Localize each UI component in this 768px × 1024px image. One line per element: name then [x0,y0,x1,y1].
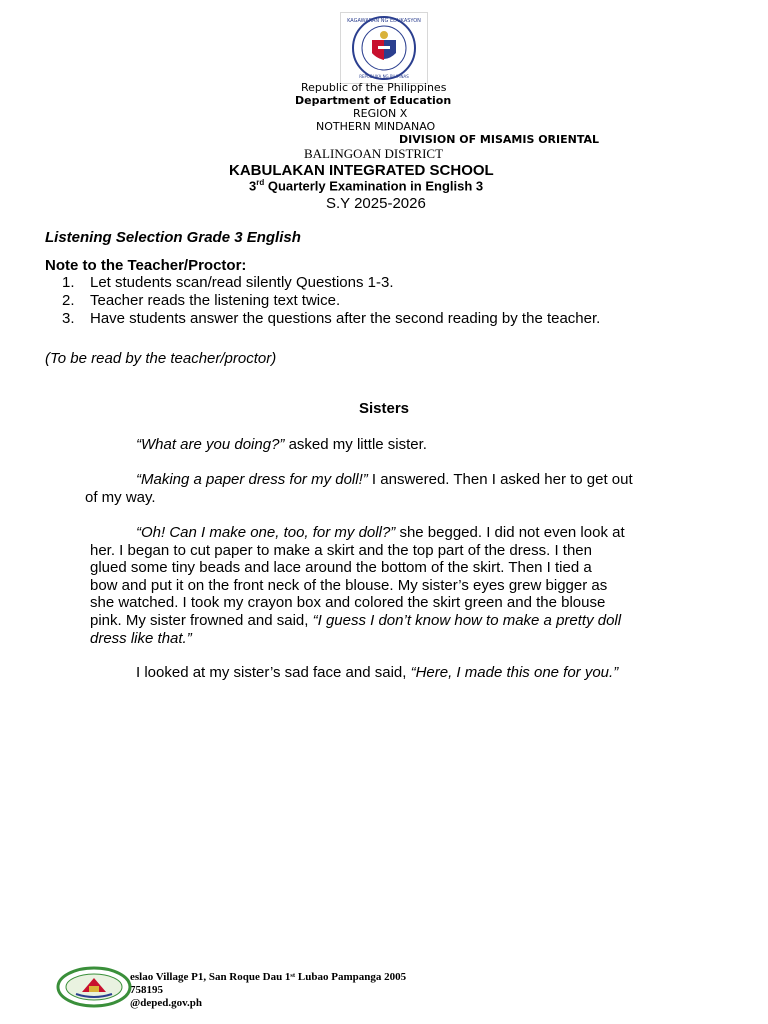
narration-text: bow and put it on the front neck of the blouse. My sister’s eyes grew bigger as [90,576,608,594]
dialogue-quote: “Here, I made this one for you.” [410,664,619,681]
narration-text: I answered. Then I asked her to get out [367,471,633,488]
republic-label: Republic of the Philippines [301,81,447,94]
footer-address: eslao Village P1, San Roque Dau 1ˢᵗ Lubao Pampanga 2005 [130,971,407,983]
narration-text: she begged. I did not even look at [395,524,625,541]
note-list [62,274,600,328]
note-item-text: Teacher reads the listening text twice. [90,292,341,309]
deped-seal-icon [341,13,427,83]
narration-text: of my way. [85,488,156,506]
school-year: S.Y 2025-2026 [326,195,426,212]
selection-title: Listening Selection Grade 3 English [45,229,301,246]
dialogue-quote: “I guess I don’t know how to make a pretty doll [312,611,622,629]
narration-text: asked my little sister. [284,436,427,453]
note-item-text: Have students answer the questions after the second reading by the teacher. [90,310,601,327]
note-title: Note to the Teacher/Proctor: [45,257,247,274]
deped-seal [340,12,428,84]
narration-text: her. I began to cut paper to make a skirt and the top part of the dress. I then [90,541,592,559]
story-paragraph-2 [85,471,718,506]
note-item-number: 2. [62,292,75,309]
exam-title [249,178,483,193]
dialogue-quote: “Oh! Can I make one, too, for my doll?” [136,524,396,541]
school-name: KABULAKAN INTEGRATED SCHOOL [229,162,494,179]
narration-text: I looked at my sister’s sad face and said, [136,664,411,681]
narration-text: pink. My sister frowned and said, [90,611,313,629]
exam-title-rest: Quarterly Examination in English 3 [264,178,484,194]
exam-ordinal: rd [256,178,265,187]
region-label: REGION X [353,107,408,120]
division-label: DIVISION OF MISAMIS ORIENTAL [399,133,599,146]
note-item [62,310,600,328]
note-item-text: Let students scan/read silently Questions 1-3. [90,274,394,291]
story-paragraph-1 [136,436,427,454]
seal-text-bottom: REPUBLIKA NG PILIPINAS [359,74,409,79]
dialogue-quote: “What are you doing?” [136,436,285,453]
school-logo [56,966,132,1008]
dialogue-quote: dress like that.” [90,629,192,647]
exam-number: 3 [249,178,257,194]
footer-phone: 758195 [130,984,163,996]
note-item [62,274,600,292]
note-item [62,292,600,310]
seal-text-top: KAGAWARAN NG EDUKASYON [347,18,421,24]
department-label: Department of Education [295,94,452,107]
note-item-number: 3. [62,310,75,327]
story-paragraph-4 [136,664,618,682]
read-instruction: (To be read by the teacher/proctor) [45,350,277,367]
story-paragraph-3 [90,524,722,647]
school-logo-icon [56,966,132,1008]
dialogue-quote: “Making a paper dress for my doll!” [136,471,368,488]
story-title: Sisters [358,400,410,417]
area-label: NOTHERN MINDANAO [316,120,436,133]
narration-text: she watched. I took my crayon box and colored the skirt green and the blouse [90,594,606,612]
footer-email: @deped.gov.ph [130,997,202,1009]
narration-text: glued some tiny beads and lace around the bottom of the skirt. Then I tied a [90,559,592,577]
district-label: BALINGOAN DISTRICT [304,146,444,161]
note-item-number: 1. [62,274,75,291]
